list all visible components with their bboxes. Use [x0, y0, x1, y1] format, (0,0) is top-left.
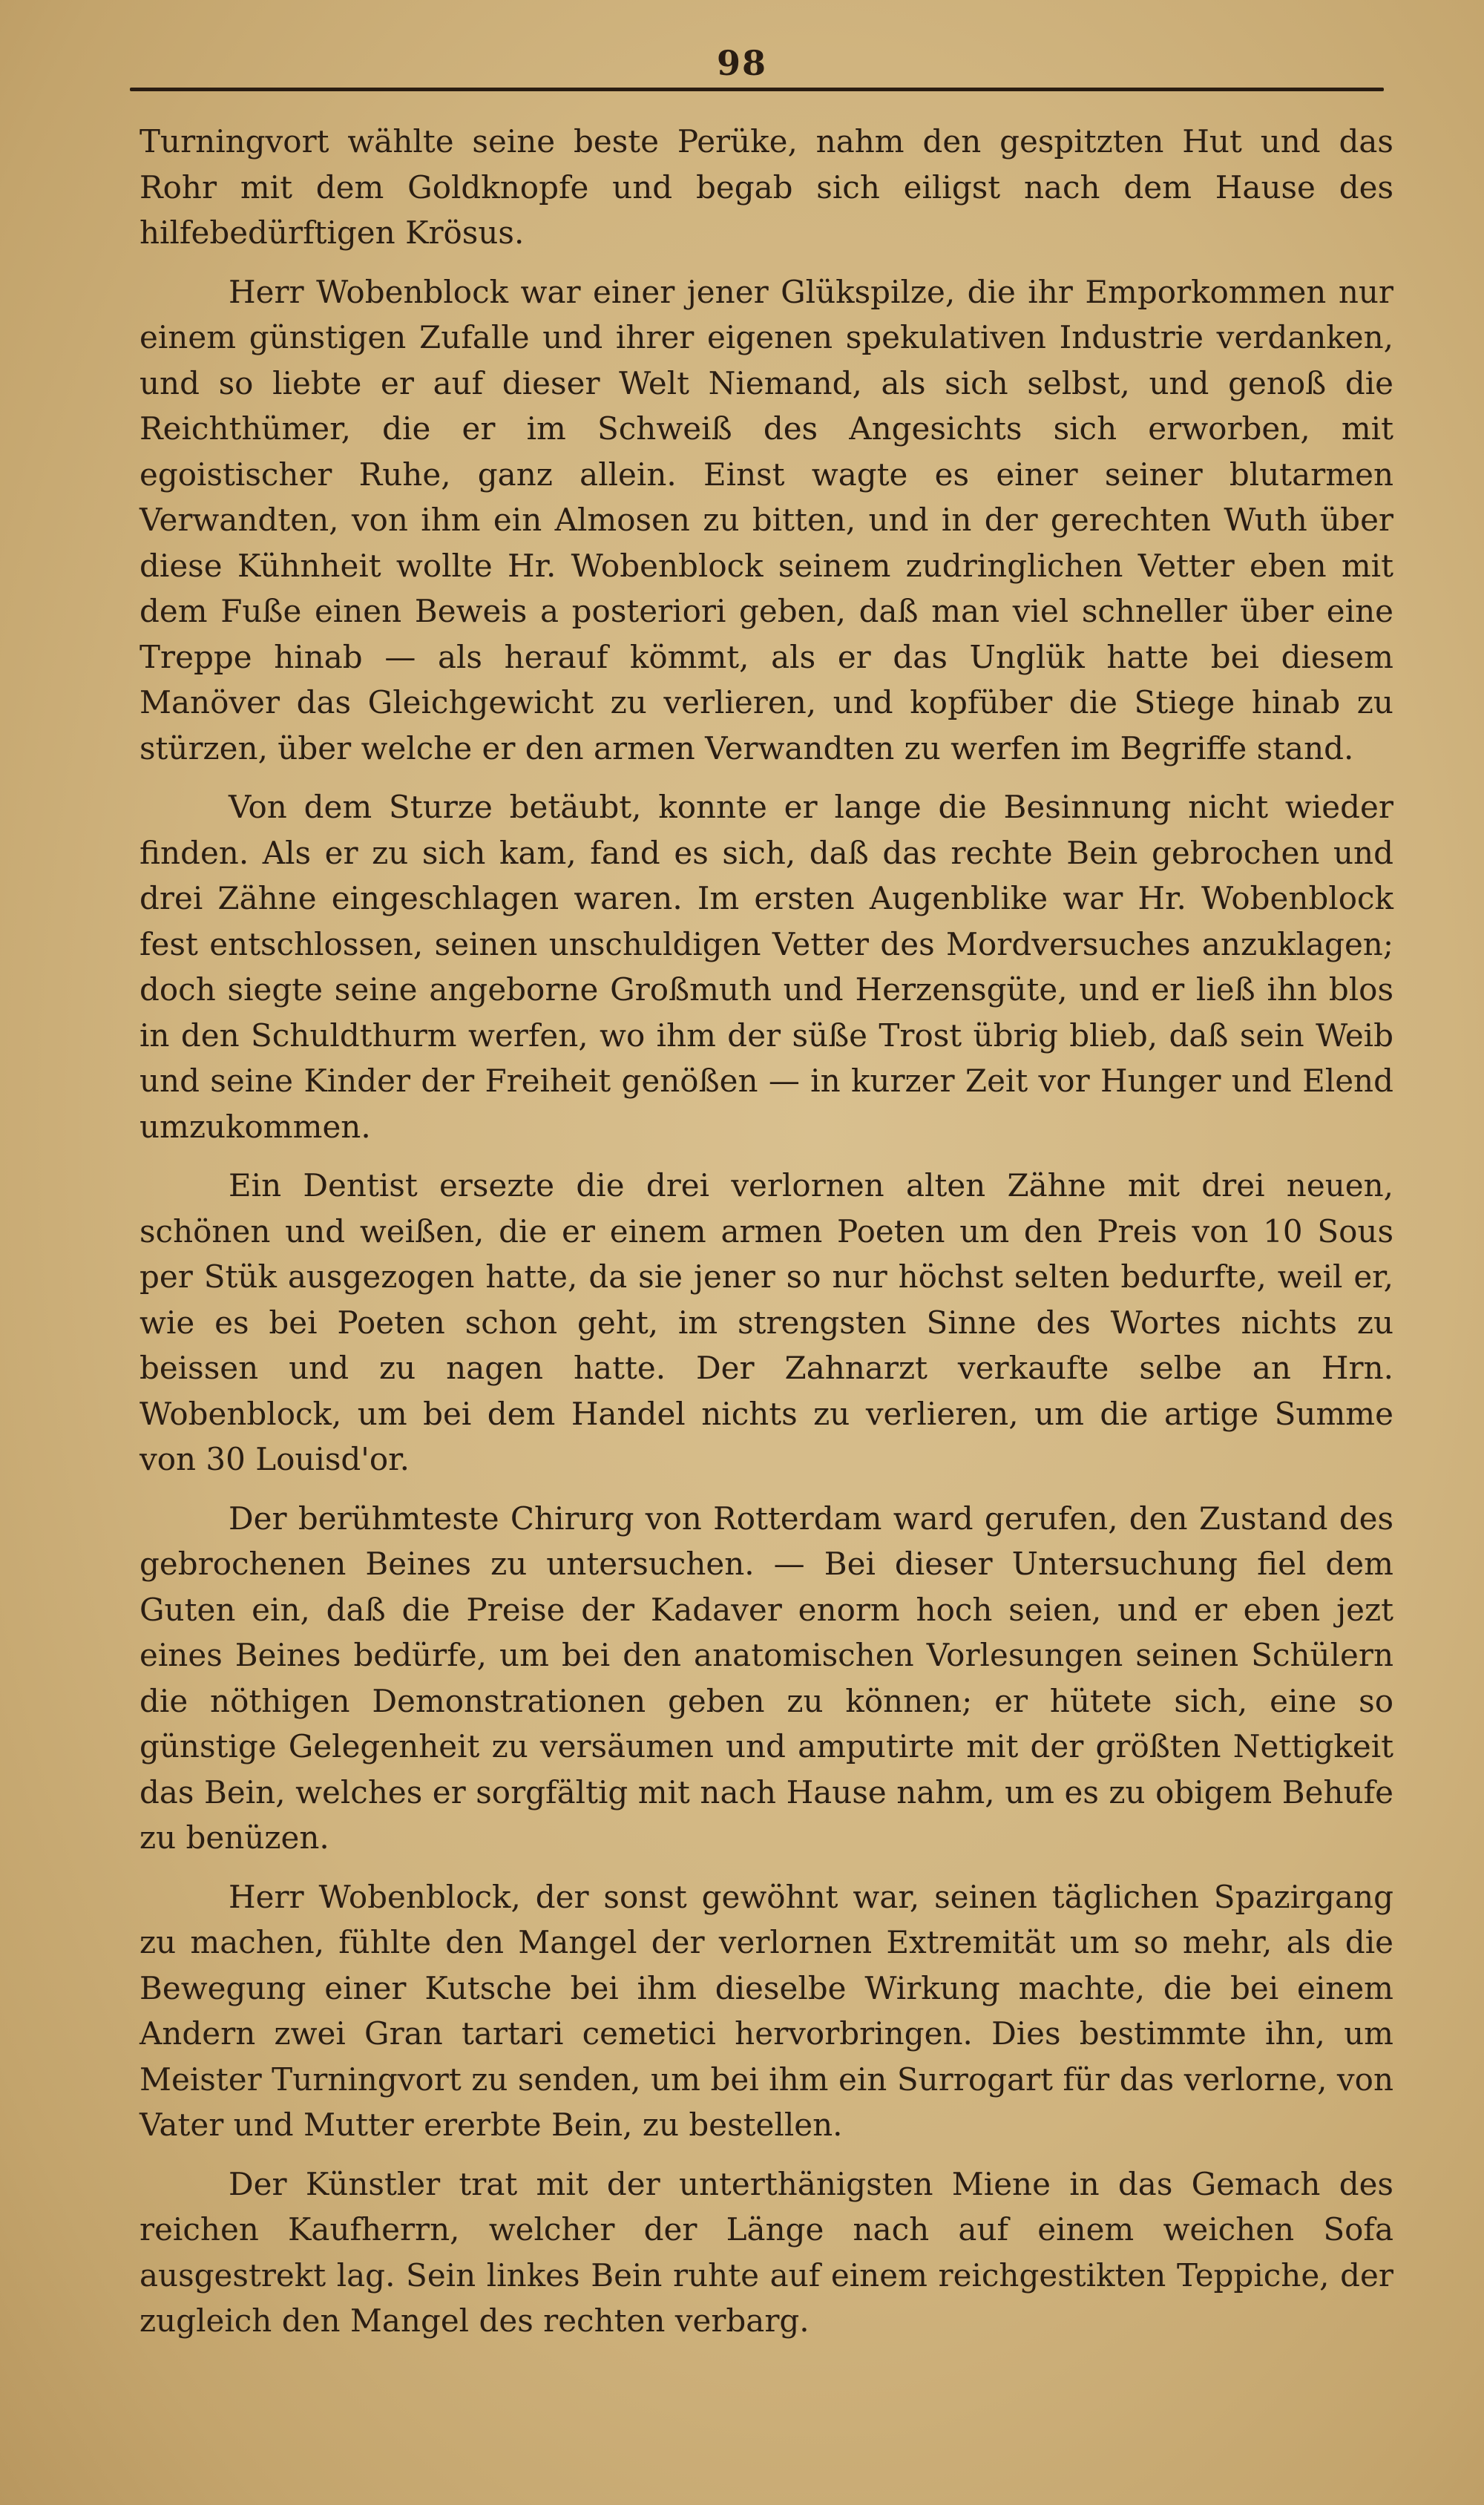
header-rule: [130, 88, 1384, 91]
paragraph-7: Der Künstler trat mit der unterthänigsten Miene in das Gemach des reichen Kaufherrn, welcher der Länge nach auf einem weichen Sofa ausgestrekt lag. Sein linkes Bein ruhte auf einem reichgestikten Teppiche, der zugleich den Mangel des rechten verbarg.: [139, 2165, 1393, 2339]
paragraph-6: Herr Wobenblock, der sonst gewöhnt war, seinen täglichen Spazirgang zu machen, fühlte den Mangel der verlornen Extremität um so mehr, als die Bewegung einer Kutsche bei ihm dieselbe Wirkung machte, die bei einem Andern zwei Gran tartari cemetici hervorbringen. Dies bestimmte ihn, um Meister Turningvort zu senden, um bei ihm ein Surrogart für das verlorne, von Vater und Mutter ererbte Bein, zu bestellen.: [139, 1878, 1393, 2143]
page-number: 98: [716, 43, 767, 83]
paragraph-4: Ein Dentist ersezte die drei verlornen alten Zähne mit drei neuen, schönen und weißen, die er einem armen Poeten um den Preis von 10 Sous per Stük ausgezogen hatte, da sie jener so nur höchst selten bedurfte, weil er, wie es bei Poeten schon geht, im strengsten Sinne des Wortes nichts zu beissen und zu nagen hatte. Der Zahnarzt verkaufte selbe an Hrn. Wobenblock, um bei dem Handel nichts zu verlieren, um die artige Summe von 30 Louisd'or.: [139, 1167, 1393, 1477]
paragraph-5: Der berühmteste Chirurg von Rotterdam ward gerufen, den Zustand des gebrochenen Beines zu untersuchen. — Bei dieser Untersuchung fiel dem Guten ein, daß die Preise der Kadaver enorm hoch seien, und er eben jezt eines Beines bedürfe, um bei den anatomischen Vorlesungen seinen Schülern die nöthigen Demonstrationen geben zu können; er hütete sich, eine so günstige Gelegenheit zu versäumen und amputirte mit der größten Nettigkeit das Bein, welches er sorgfältig mit nach Hause nahm, um es zu obigem Behufe zu benüzen.: [139, 1500, 1393, 1856]
paragraph-2: Herr Wobenblock war einer jener Glükspilze, die ihr Emporkommen nur einem günstigen Zufalle und ihrer eigenen spekulativen Industrie verdanken, und so liebte er auf dieser Welt Niemand, als sich selbst, und genoß die Reichthümer, die er im Schweiß des Angesichts sich erworben, mit egoistischer Ruhe, ganz allein. Einst wagte es einer seiner blutarmen Verwandten, von ihm ein Almosen zu bitten, und in der gerechten Wuth über diese Kühnheit wollte Hr. Wobenblock seinem zudringlichen Vetter eben mit dem Fuße einen Beweis a posteriori geben, daß man viel schneller über eine Treppe hinab — als herauf kömmt, als er das Unglük hatte bei diesem Manöver das Gleichgewicht zu verlieren, und kopfüber die Stiege hinab zu stürzen, über welche er den armen Verwandten zu werfen im Begriffe stand.: [139, 273, 1393, 766]
paragraph-3: Von dem Sturze betäubt, konnte er lange die Besinnung nicht wieder finden. Als er zu sich kam, fand es sich, daß das rechte Bein gebrochen und drei Zähne eingeschlagen waren. Im ersten Augenblike war Hr. Wobenblock fest entschlossen, seinen unschuldigen Vetter des Mordversuches anzuklagen; doch siegte seine angeborne Großmuth und Herzensgüte, und er ließ ihn blos in den Schuldthurm werfen, wo ihm der süße Trost übrig blieb, daß sein Weib und seine Kinder der Freiheit genößen — in kurzer Zeit vor Hunger und Elend umzukommen.: [139, 789, 1393, 1145]
body-text: [139, 119, 1393, 2357]
paragraph-1: Turningvort wählte seine beste Perüke, nahm den gespitzten Hut und das Rohr mit dem Goldknopfe und begab sich eiligst nach dem Hause des hilfebedürftigen Krösus.: [139, 123, 1393, 251]
